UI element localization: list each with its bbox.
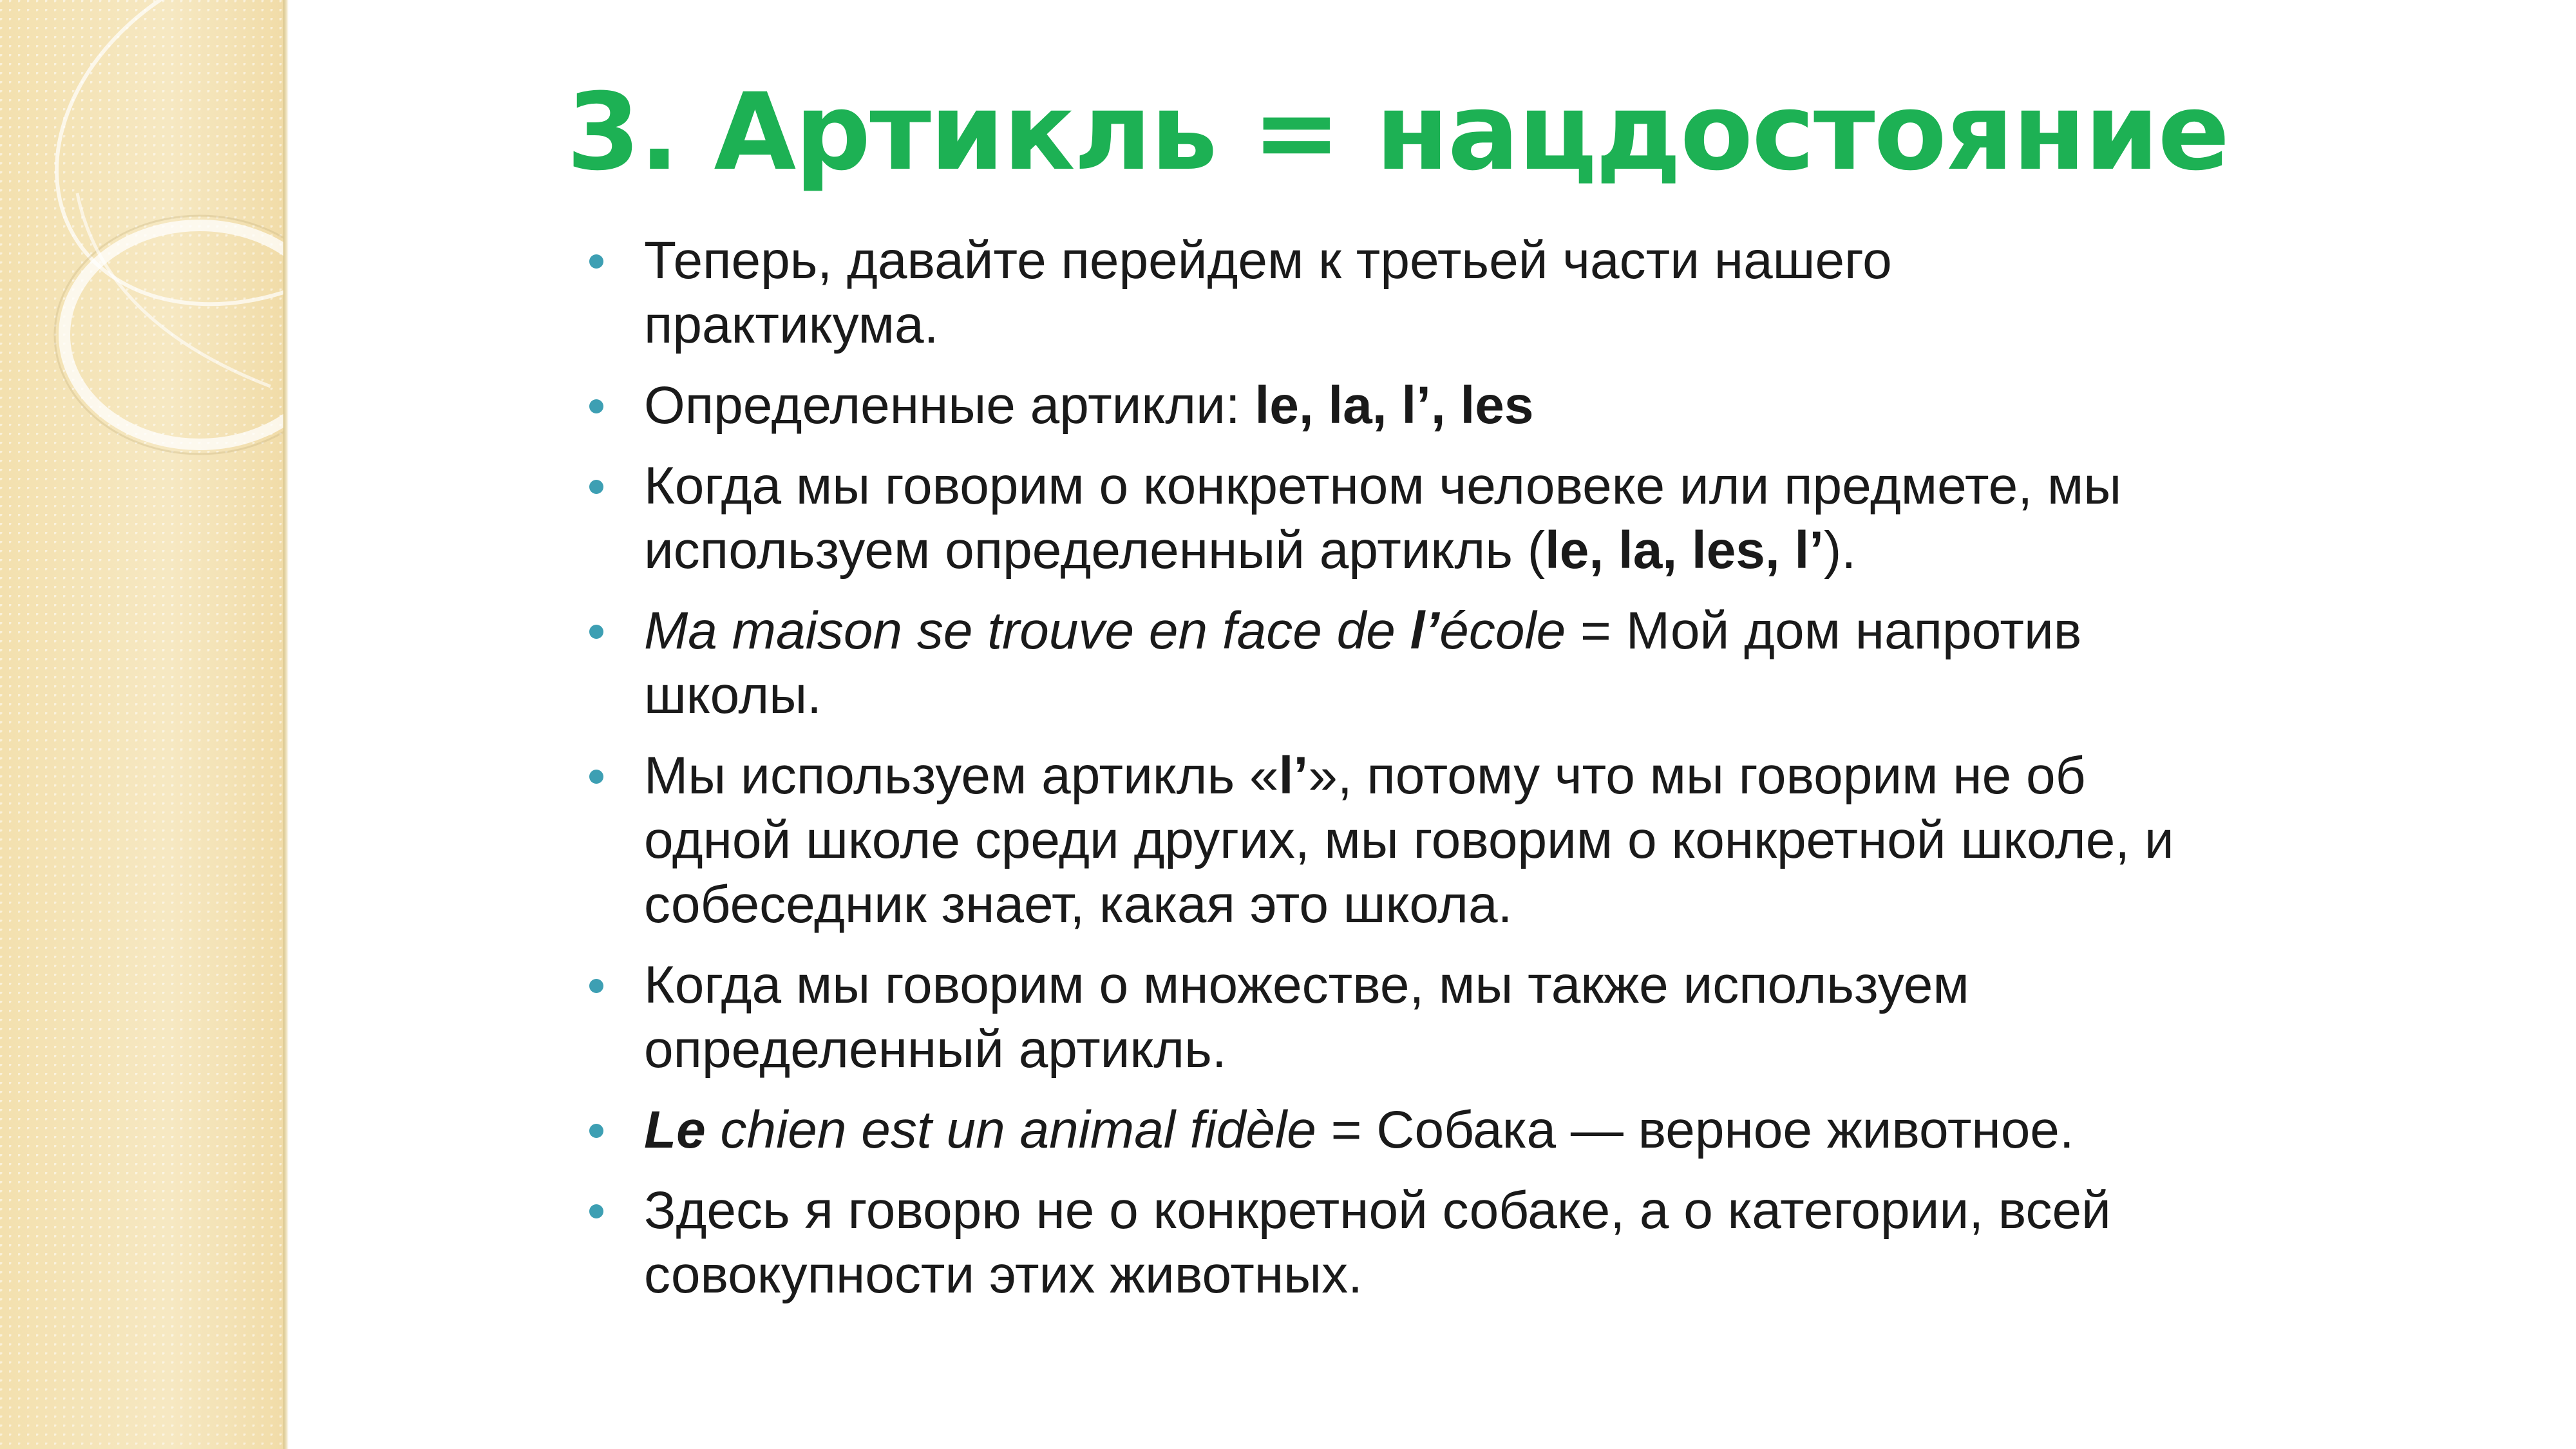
bullet-icon: [589, 480, 603, 494]
bullet-text: Мы используем артикль «: [644, 746, 1279, 805]
french-example: chien est un animal fidèle: [705, 1101, 1316, 1159]
article-list-bold: le, la, l’, les: [1255, 376, 1534, 435]
list-item: [589, 599, 2199, 728]
bullet-icon: [589, 1124, 603, 1138]
bullet-icon: [589, 979, 603, 993]
bullet-text: Теперь, давайте перейдем к третьей части нашего практикума.: [644, 231, 1892, 354]
list-item: [589, 454, 2199, 583]
french-article-bold: l’: [1410, 601, 1440, 660]
slide-title: 3. Артикль = нацдостояние: [566, 70, 2229, 194]
french-example: Ma maison se trouve en face de: [644, 601, 1410, 660]
bullet-text-end: », потому что мы говорим не об одной школе среди других, мы говорим о конкретной школе, и собеседник знает, какая это школа.: [644, 746, 2174, 934]
article-bold: l’: [1278, 746, 1309, 805]
bullet-text: Когда мы говорим о множестве, мы также используем определенный артикль.: [644, 956, 1969, 1079]
list-item: [589, 1098, 2199, 1162]
bullet-list: [589, 229, 2199, 1323]
decorative-rings-graphic: [0, 0, 283, 1449]
translation-text: = Мой дом напротив школы.: [644, 601, 2082, 724]
bullet-icon: [589, 399, 603, 413]
list-item: [589, 1179, 2199, 1307]
translation-text: = Собака — верное животное.: [1316, 1101, 2074, 1159]
article-list-bold: le, la, les, l’: [1545, 521, 1824, 580]
list-item: [589, 374, 2199, 438]
bullet-text-end: ).: [1824, 521, 1857, 580]
list-item: [589, 229, 2199, 357]
side-panel-edge: [283, 0, 289, 1449]
list-item: [589, 953, 2199, 1082]
french-example-end: école: [1439, 601, 1566, 660]
list-item: [589, 744, 2199, 937]
bullet-icon: [589, 254, 603, 269]
bullet-text: Здесь я говорю не о конкретной собаке, а о категории, всей совокупности этих животных.: [644, 1181, 2111, 1304]
french-article-bold: Le: [644, 1101, 706, 1159]
bullet-icon: [589, 1204, 603, 1218]
decorative-side-panel: [0, 0, 283, 1449]
bullet-text: Определенные артикли:: [644, 376, 1255, 435]
bullet-icon: [589, 625, 603, 639]
bullet-icon: [589, 770, 603, 784]
bullet-text: Когда мы говорим о конкретном человеке или предмете, мы используем определенный артикль (: [644, 457, 2122, 580]
